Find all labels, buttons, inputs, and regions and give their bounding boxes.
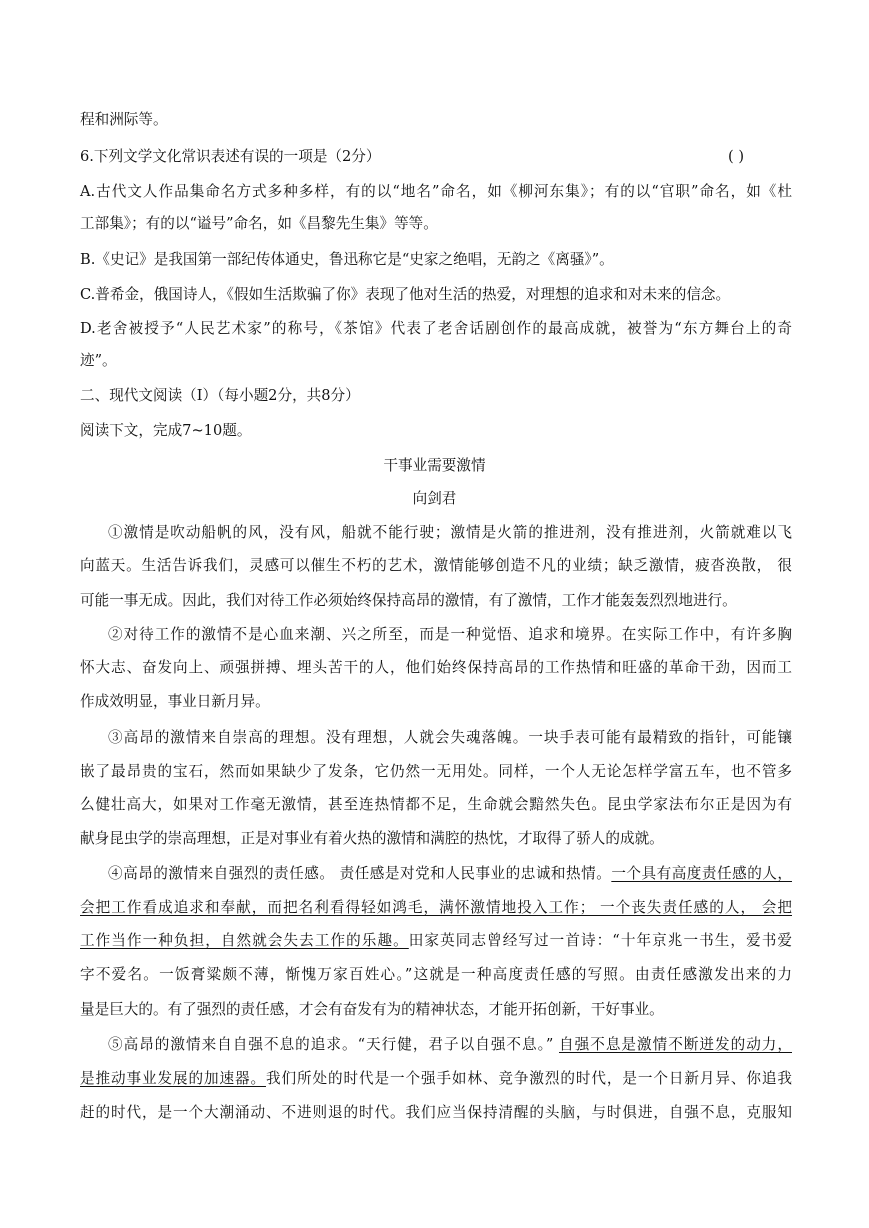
underlined-sentence: 自强不息是激情不断迸发的动力， (559, 1036, 792, 1053)
section-heading: 二、现代文阅读（Ⅰ）（每小题2分，共8分） (80, 387, 360, 404)
paragraph-1-line: 可能一事无成。因此，我们对待工作必须始终保持高昂的激情，有了激情，工作才能轰轰烈烈地进行。 (80, 592, 737, 609)
paragraph-5-line (108, 1035, 792, 1055)
question-6-stem (80, 147, 792, 167)
paragraph-1-line: 向蓝天。生活告诉我们，灵感可以催生不朽的艺术，激情能够创造不凡的业绩；缺乏激情，疲沓涣散， 很 (80, 557, 792, 574)
underlined-sentence: 会把工作看成追求和奉献，而把名利看得轻如鸿毛，满怀激情地投入工作； 一个丧失责任感的人， 会把 (80, 899, 792, 916)
paragraph-4-line (80, 898, 792, 918)
paragraph-5-line: 赶的时代，是一个大潮涌动、不进则退的时代。我们应当保持清醒的头脑，与时俱进，自强不息，克服知 (80, 1104, 792, 1121)
article-title: 干事业需要激情 (383, 457, 486, 474)
paragraph-5-text: 我们所处的时代是一个强手如林、竞争激烈的时代，是一个日新月异、你追我 (265, 1070, 792, 1087)
option-b: B.《史记》是我国第一部纪传体通史，鲁迅称它是“史家之绝唱，无韵之《离骚》”。 (80, 251, 614, 268)
paragraph-4-text: 田家英同志曾经写过一首诗：“十年京兆一书生，爱书爱 (408, 932, 792, 949)
option-d-line-2: 迹”。 (80, 352, 117, 369)
paragraph-3-line: 么健壮高大，如果对工作毫无激情，甚至连热情都不足，生命就会黯然失色。昆虫学家法布尔正是因为有 (80, 796, 792, 813)
paragraph-5-text: ⑤高昂的激情来自自强不息的追求。“天行健，君子以自强不息。” (108, 1036, 560, 1053)
question-6-text: 6.下列文学文化常识表述有误的一项是（2分） (80, 148, 381, 165)
paragraph-4-line: 字不爱名。一饭膏粱颇不薄，惭愧万家百姓心。”这就是一种高度责任感的写照。由责任感激发出来的力 (80, 966, 792, 983)
underlined-sentence: 是推动事业发展的加速器。 (80, 1070, 266, 1087)
paragraph-3-line: 献身昆虫学的崇高理想，正是对事业有着火热的激情和满腔的热忱，才取得了骄人的成就。 (80, 830, 664, 847)
option-d-line-1: D.老舍被授予“人民艺术家”的称号，《茶馆》代表了老舍话剧创作的最高成就，被誉为“东方舞台上的奇 (80, 320, 792, 337)
answer-bracket: ( ) (728, 148, 745, 165)
paragraph-2-line: ②对待工作的激情不是心血来潮、兴之所至，而是一种觉悟、追求和境界。在实际工作中，有许多胸 (108, 626, 792, 643)
underlined-sentence: 一个具有高度责任感的人， (611, 865, 792, 882)
reading-instruction: 阅读下文，完成7~10题。 (80, 422, 252, 439)
option-c: C.普希金，俄国诗人，《假如生活欺骗了你》表现了他对生活的热爱，对理想的追求和对未来的信念。 (80, 286, 731, 303)
paragraph-4-line (108, 864, 792, 884)
option-a-line-1: A.古代文人作品集命名方式多种多样，有的以“地名”命名，如《柳河东集》；有的以“官职”命名，如《杜 (80, 183, 792, 200)
intro-continuation: 程和洲际等。 (80, 111, 168, 128)
paragraph-2-line: 怀大志、奋发向上、顽强拼搏、埋头苦干的人，他们始终保持高昂的工作热情和旺盛的革命干劲，因而工 (80, 659, 792, 676)
paragraph-3-line: ③高昂的激情来自崇高的理想。没有理想，人就会失魂落魄。一块手表可能有最精致的指针，可能镶 (108, 729, 792, 746)
article-author: 向剑君 (412, 490, 457, 507)
paragraph-4-text: ④高昂的激情来自强烈的责任感。 责任感是对党和人民事业的忠诚和热情。 (108, 865, 612, 882)
paragraph-2-line: 作成效明显，事业日新月异。 (80, 693, 270, 710)
paragraph-1-line: ①激情是吹动船帆的风，没有风，船就不能行驶；激情是火箭的推进剂，没有推进剂，火箭就难以飞 (108, 524, 792, 541)
paragraph-4-line: 量是巨大的。有了强烈的责任感，才会有奋发有为的精神状态，才能开拓创新，干好事业。 (80, 1001, 664, 1018)
underlined-sentence: 工作当作一种负担，自然就会失去工作的乐趣。 (80, 932, 409, 949)
paragraph-3-line: 嵌了最昂贵的宝石，然而如果缺少了发条，它仍然一无用处。同样，一个人无论怎样学富五车，也不管多 (80, 763, 792, 780)
paragraph-4-line (80, 931, 792, 951)
paragraph-5-line (80, 1069, 792, 1089)
option-a-line-2: 工部集》；有的以“谥号”命名，如《昌黎先生集》等等。 (80, 215, 438, 232)
